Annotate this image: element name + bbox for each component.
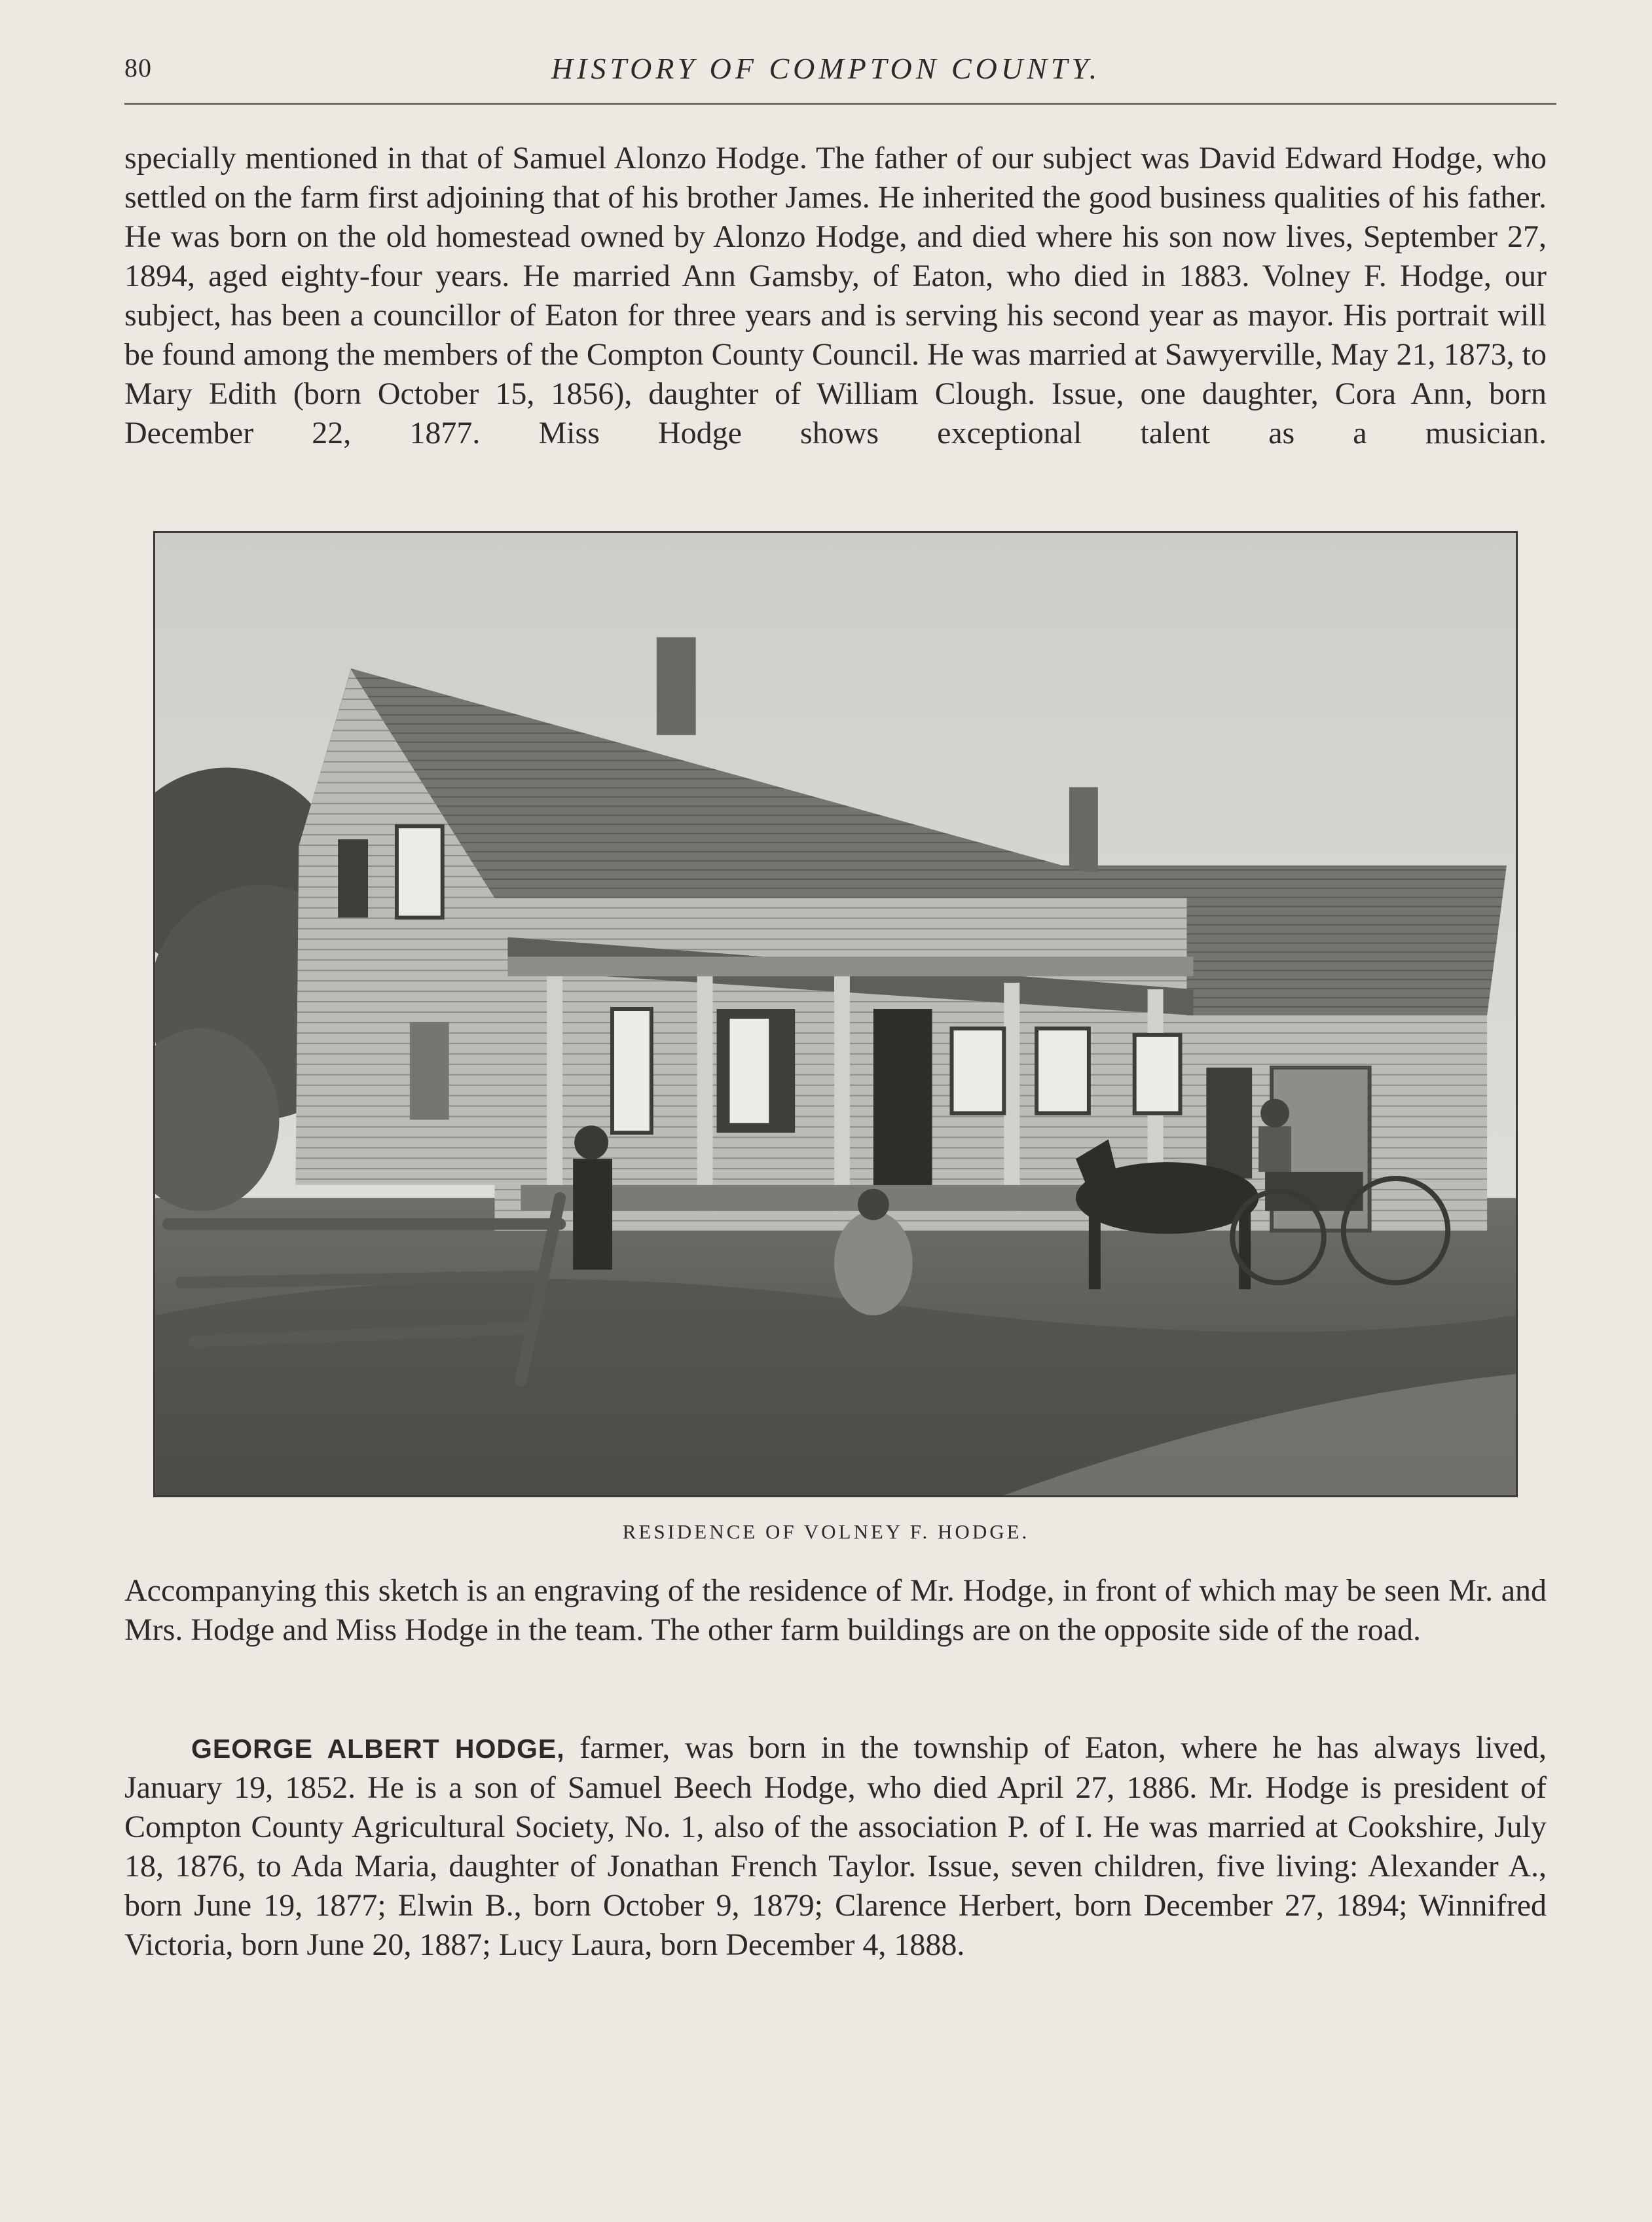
paragraph-engraving-note: Accompanying this sketch is an engraving of the residence of Mr. Hodge, in front of which may be seen Mr. and Mrs. Hodge and Miss Hodge in the team. The other farm buildings are on the opposite side of the road. bbox=[124, 1573, 1547, 1647]
page-number: 80 bbox=[124, 53, 152, 82]
paragraph-volney-hodge: specially mentioned in that of Samuel Alonzo Hodge. The father of our subject was David Edward Hodge, who settled on the farm first adjoining that of his brother James. He inherited the good business qualities of his father. He was born on the old homestead owned by Alonzo Hodge, and died where his son now lives, September 27, 1894, aged eighty-four years. He married Ann Gamsby, of Eaton, who died in 1883. Volney F. Hodge, our subject, has been a councillor of Eaton for three years and is serving his second year as mayor. His portrait will be found among the members of the Compton County Council. He was married at Sawyerville, May 21, 1873, to Mary Edith (born October 15, 1856), daughter of William Clough. Issue, one daughter, Cora Ann, born December 22, 1877. Miss Hodge shows exceptional talent as a musician. bbox=[124, 141, 1547, 450]
running-title: HISTORY OF COMPTON COUNTY. bbox=[551, 52, 1101, 85]
residence-illustration bbox=[155, 533, 1516, 1495]
figure-caption: RESIDENCE OF VOLNEY F. HODGE. bbox=[622, 1520, 1030, 1543]
paragraph-george-albert-hodge bbox=[124, 1728, 1547, 1965]
subject-biography: farmer, was born in the township of Eaton, where he has always lived, January 19, 1852. He is a son of Samuel Beech Hodge, who died April 27, 1886. Mr. Hodge is president of Compton County Agricultural Society, No. 1, also of the association P. of I. He was married at Cookshire, July 18, 1876, to Ada Maria, daughter of Jonathan French Taylor. Issue, seven children, five living: Alexander A., born June 19, 1877; Elwin B., born October 9, 1879; Clarence Herbert, born December 27, 1894; Winnifred Victoria, born June 20, 1887; Lucy Laura, born December 4, 1888. bbox=[124, 1730, 1547, 1962]
residence-photograph bbox=[153, 531, 1518, 1497]
subject-name: GEORGE ALBERT HODGE, bbox=[191, 1734, 565, 1764]
header-rule bbox=[124, 103, 1556, 105]
